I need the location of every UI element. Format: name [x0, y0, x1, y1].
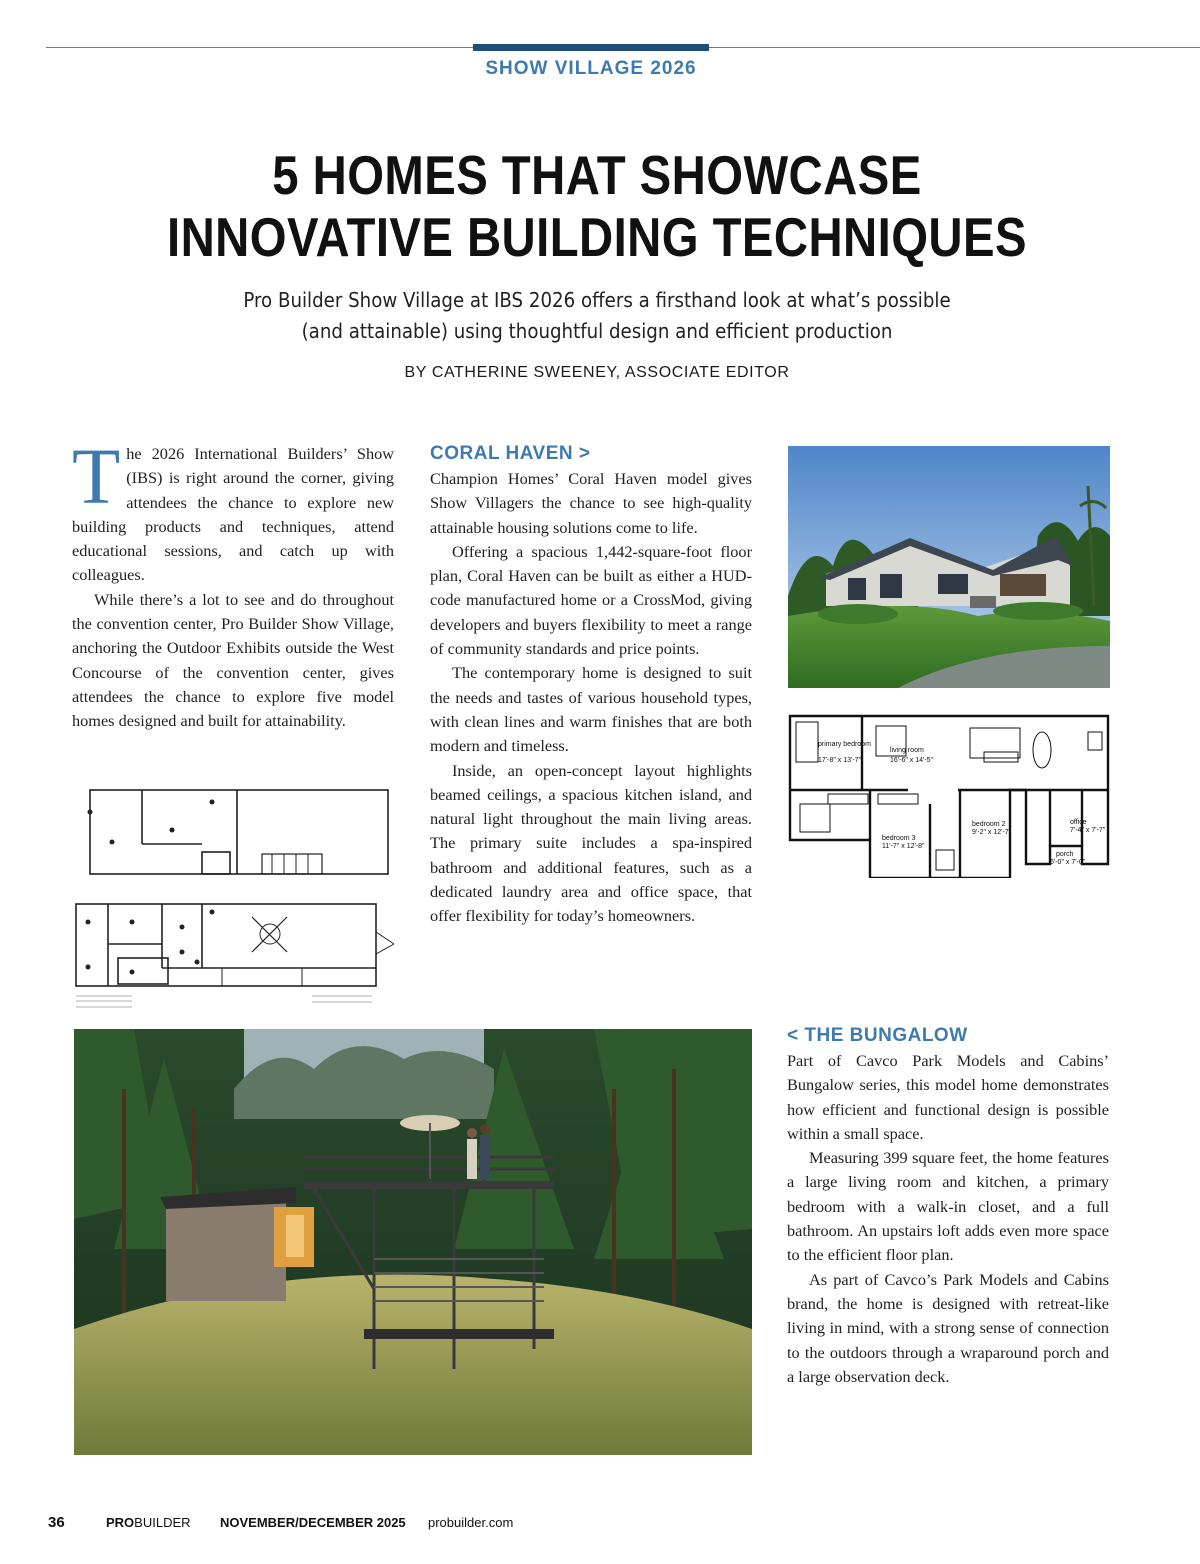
coral-haven-paragraph-1: Champion Homes’ Coral Haven model gives Show Villagers the chance to see high-quality attainable housing solutions come to life.	[430, 469, 752, 537]
coral-haven-column	[430, 442, 752, 929]
plan-dim-living: 16'-6" x 14'-5"	[890, 757, 934, 764]
plan-dim-primary: 17'-8" x 13'-7"	[818, 757, 862, 764]
bungalow-paragraph-1: Part of Cavco Park Models and Cabins’ Bungalow series, this model home demonstrates how efficient and functional design is possible within a small space.	[787, 1051, 1109, 1143]
bungalow-paragraph-2: Measuring 399 square feet, the home features a large living room and kitchen, a primary bedroom with a walk-in closet, and a full bathroom. An upstairs loft adds even more space to the efficient floor plan.	[787, 1148, 1109, 1265]
dek-line-2: (and attainable) using thoughtful design and efficient production	[301, 319, 893, 343]
plan-dim-bedroom-2: 9'-2" x 12'-7"	[972, 829, 1012, 836]
coral-haven-floor-plan-drawing	[788, 714, 1110, 878]
bungalow-paragraph-3: As part of Cavco’s Park Models and Cabins brand, the home is designed with retreat-like living in mind, with a strong sense of connection to the outdoors through a wraparound porch and a large observation deck.	[787, 1269, 1109, 1386]
intro-paragraph-2: While there’s a lot to see and do throughout the convention center, Pro Builder Show Village, anchoring the Outdoor Exhibits outside the West Concourse of the convention center, gives attendees the chance to explore five model homes designed and built for attainability.	[72, 589, 394, 731]
website-url: probuilder.com	[428, 1515, 514, 1530]
plan-label-bedroom-3: bedroom 3	[882, 835, 916, 842]
dek	[54, 285, 1141, 347]
headline-line-1: 5 HOMES THAT SHOWCASE	[272, 144, 922, 206]
bungalow-floor-plan-drawing	[72, 782, 404, 1014]
headline	[84, 144, 1111, 268]
coral-haven-paragraph-4: Inside, an open-concept layout highlights beamed ceilings, a spacious kitchen island, and natural light throughout the main living areas. The primary suite includes a spa-inspired bathroom and additional features, such as a dedicated laundry area and office space, that offer flexibility for today’s homeowners.	[430, 760, 752, 926]
plan-label-office: office	[1070, 819, 1087, 826]
bungalow-floor-plan	[72, 782, 404, 1014]
bungalow-column	[787, 1024, 1109, 1389]
coral-haven-paragraph-2: Offering a spacious 1,442-square-foot floor plan, Coral Haven can be built as either a HUD-code manufactured home or a CrossMod, giving developers and buyers flexibility to meet a range of community standards and price points.	[430, 541, 752, 659]
byline: BY CATHERINE SWEENEY, ASSOCIATE EDITOR	[404, 364, 790, 381]
plan-label-porch: porch	[1056, 851, 1074, 858]
bungalow-heading: < THE BUNGALOW	[787, 1025, 968, 1046]
page-number: 36	[48, 1514, 65, 1531]
plan-dim-bedroom-3: 11'-7" x 12'-8"	[882, 843, 925, 850]
plan-label-primary: primary bedroom	[818, 741, 871, 748]
kicker-bar	[473, 44, 709, 51]
intro-column	[72, 434, 394, 734]
issue-date: NOVEMBER/DECEMBER 2025	[220, 1515, 406, 1530]
coral-haven-rendering	[788, 446, 1110, 688]
bungalow-rendering	[74, 1029, 752, 1455]
plan-dim-porch: 6'-0" x 7'-0"	[1050, 859, 1086, 866]
coral-haven-heading: CORAL HAVEN >	[430, 443, 591, 464]
publication-name	[106, 1515, 191, 1530]
coral-haven-exterior-photo	[788, 446, 1110, 688]
section-kicker: SHOW VILLAGE 2026	[485, 58, 697, 79]
brand-bold: PRO	[106, 1515, 135, 1530]
coral-haven-floor-plan	[788, 714, 1110, 878]
dek-line-1: Pro Builder Show Village at IBS 2026 offers a firsthand look at what’s possible	[243, 288, 951, 312]
drop-cap: T	[72, 434, 121, 521]
brand-rest: BUILDER	[134, 1515, 191, 1530]
intro-paragraph-1	[72, 434, 394, 588]
plan-dim-office: 7'-4" x 7'-7"	[1070, 827, 1106, 834]
coral-haven-paragraph-3: The contemporary home is designed to suit the needs and tastes of various household types, with clean lines and warm finishes that are both modern and timeless.	[430, 663, 752, 756]
intro-p1-text: he 2026 International Builders’ Show (IBS) is right around the corner, giving attendees the chance to explore new building products and techniques, attend educational sessions, and catch up with colleagues.	[72, 444, 394, 585]
headline-line-2: INNOVATIVE BUILDING TECHNIQUES	[167, 206, 1027, 268]
bungalow-exterior-photo	[74, 1029, 752, 1455]
plan-label-bedroom-2: bedroom 2	[972, 821, 1006, 828]
plan-label-living: living room	[890, 747, 924, 754]
